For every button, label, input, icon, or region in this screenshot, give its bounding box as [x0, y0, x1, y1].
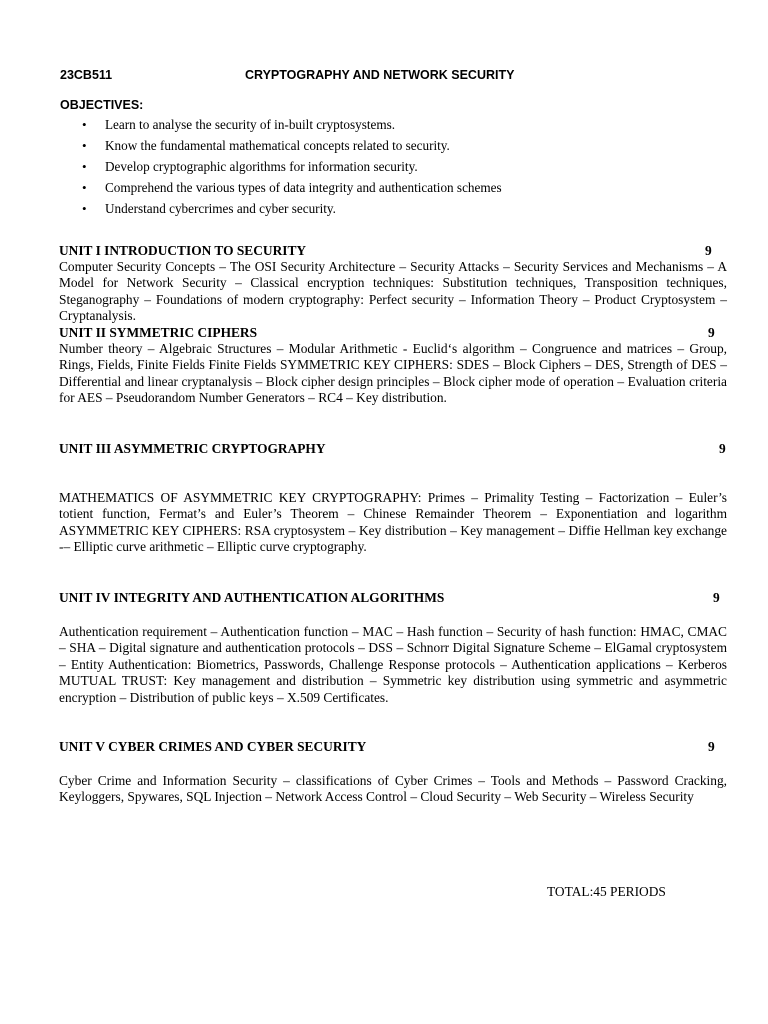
- unit-content: Cyber Crime and Information Security – classifications of Cyber Crimes – Tools and Methods – Password Cracking, Keyloggers, Spywares, SQL Injection – Network Access Control – Cloud Security – Web Security – Wireless Security: [59, 773, 727, 805]
- objective-item: • Understand cybercrimes and cyber security.: [78, 198, 502, 219]
- unit-heading: [59, 325, 727, 341]
- objectives-heading: OBJECTIVES:: [60, 98, 144, 112]
- objective-item: • Learn to analyse the security of in-built cryptosystems.: [78, 114, 502, 135]
- unit-content: MATHEMATICS OF ASYMMETRIC KEY CRYPTOGRAPHY: Primes – Primality Testing – Factorization – Euler’s totient function, Fermat’s and Euler’s Theorem – Chinese Remainder Theorem – Exponentiation and logarithm: [59, 490, 727, 522]
- unit-content: ASYMMETRIC KEY CIPHERS: RSA cryptosystem – Key distribution – Key management – Diffie Hellman key exchange -– Elliptic curve arithmetic – Elliptic curve cryptography.: [59, 522, 727, 555]
- unit-title: UNIT III ASYMMETRIC CRYPTOGRAPHY: [59, 441, 326, 456]
- unit-hours: 9: [719, 441, 726, 456]
- unit-1: [59, 243, 727, 325]
- unit-title: UNIT IV INTEGRITY AND AUTHENTICATION ALGORITHMS: [59, 590, 445, 605]
- unit-3: [59, 441, 727, 457]
- objective-item: • Develop cryptographic algorithms for information security.: [78, 156, 502, 177]
- unit-5-content: [59, 773, 727, 806]
- unit-hours: 9: [708, 739, 715, 754]
- objectives-list: [78, 114, 502, 219]
- unit-heading: [59, 590, 727, 606]
- course-code: 23CB511: [60, 68, 113, 82]
- unit-heading: [59, 441, 727, 457]
- objective-item: • Know the fundamental mathematical concepts related to security.: [78, 135, 502, 156]
- unit-5: [59, 739, 727, 755]
- unit-title: UNIT V CYBER CRIMES AND CYBER SECURITY: [59, 739, 367, 754]
- unit-hours: 9: [708, 325, 715, 340]
- objective-item: • Comprehend the various types of data integrity and authentication schemes: [78, 177, 502, 198]
- unit-content: Computer Security Concepts – The OSI Security Architecture – Security Attacks – Security Services and Mechanisms – A Model for Network Security – Classical encryption techniques: Substitution techniques, Transposition techniques, Steganography – Foundations of modern cryptography: Perfect security – Information Theory – Product Cryptosystem – Cryptanalysis.: [59, 259, 727, 324]
- unit-4: [59, 590, 727, 606]
- unit-content: Number theory – Algebraic Structures – Modular Arithmetic - Euclid‘s algorithm – Congruence and matrices – Group, Rings, Fields, Finite Fields Finite Fields SYMMETRIC KEY CIPHERS: SDES – Block Ciphers – DES, Strength of DES – Differential and linear cryptanalysis – Block cipher design principles – Block cipher mode of operation – Evaluation criteria for AES – Pseudorandom Number Generators – RC4 – Key distribution.: [59, 341, 727, 406]
- total-periods: TOTAL:45 PERIODS: [547, 884, 666, 899]
- unit-title: UNIT I INTRODUCTION TO SECURITY: [59, 243, 307, 258]
- unit-4-content: [59, 624, 727, 706]
- unit-content: Authentication requirement – Authentication function – MAC – Hash function – Security of hash function: HMAC, CMAC – SHA – Digital signature and authentication protocols – DSS – Schnorr Digital Signature Scheme – ElGamal cryptosystem – Entity Authentication: Biometrics, Passwords, Challenge Response protocols – Authentication applications – Kerberos: [59, 624, 727, 672]
- unit-2: [59, 325, 727, 407]
- unit-3-content: [59, 490, 727, 556]
- course-title: CRYPTOGRAPHY AND NETWORK SECURITY: [245, 68, 515, 82]
- unit-heading: [59, 243, 727, 259]
- unit-content: MUTUAL TRUST: Key management and distribution – Symmetric key distribution using symmetric and asymmetric encryption – Distribution of public keys – X.509 Certificates.: [59, 673, 727, 705]
- unit-title: UNIT II SYMMETRIC CIPHERS: [59, 325, 258, 340]
- unit-heading: [59, 739, 727, 755]
- unit-hours: 9: [713, 590, 720, 605]
- unit-hours: 9: [705, 243, 712, 258]
